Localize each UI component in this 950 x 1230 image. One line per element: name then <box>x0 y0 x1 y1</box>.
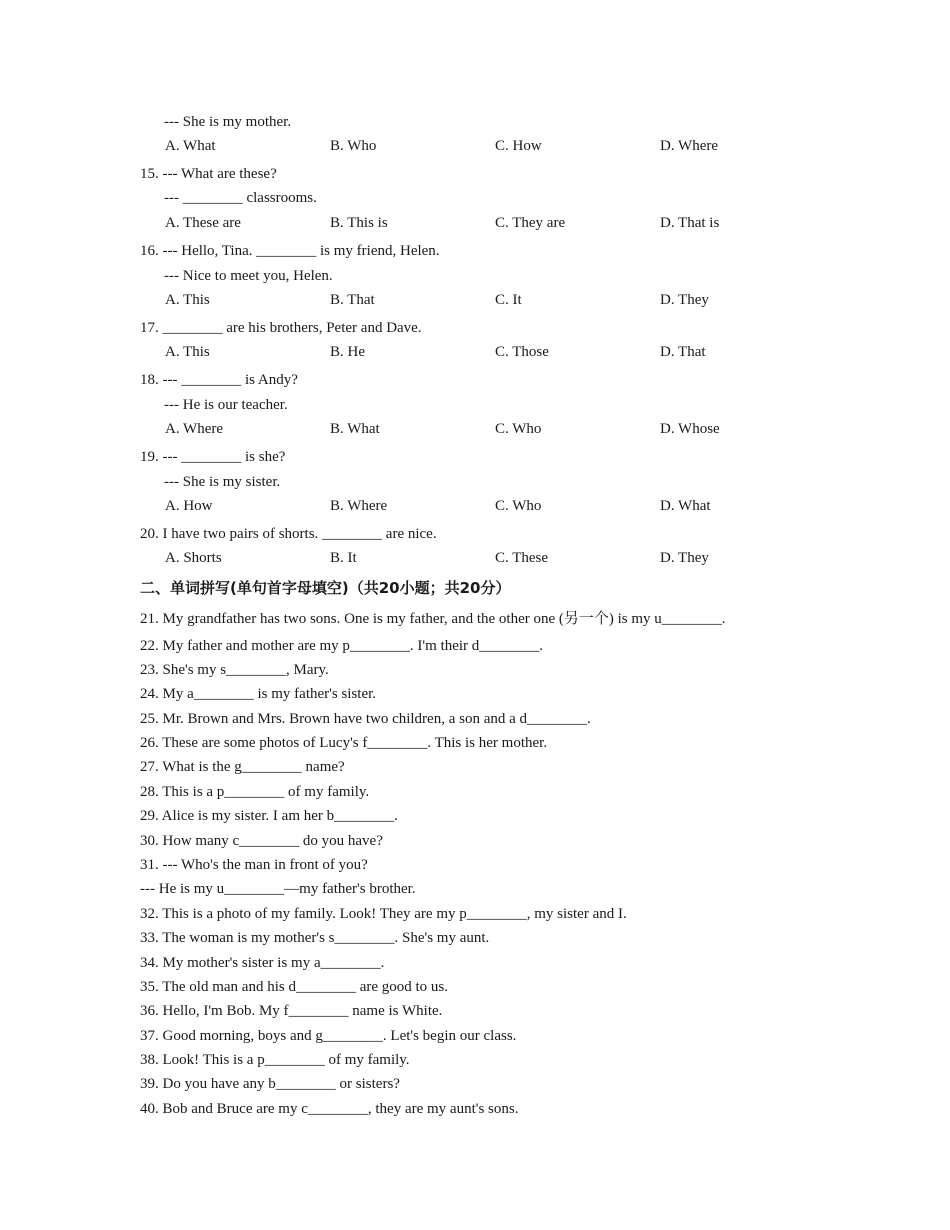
spelling-item-22: 22. My father and mother are my p________. I'm their d________. <box>140 638 544 654</box>
option-b: B. That <box>330 292 375 308</box>
question-15-answer: --- ________ classrooms. <box>164 190 317 206</box>
option-c: C. Those <box>495 344 549 360</box>
section-heading: 二、单词拼写(单句首字母填空)（共20小题；共20分） <box>140 579 511 597</box>
option-b: B. He <box>330 344 365 360</box>
option-c: C. These <box>495 550 549 566</box>
spelling-item-25: 25. Mr. Brown and Mrs. Brown have two children, a son and a d________. <box>140 711 591 727</box>
option-c: C. How <box>495 138 542 154</box>
spelling-item-28: 28. This is a p________ of my family. <box>140 784 370 800</box>
option-a: A. What <box>165 138 216 154</box>
spelling-item-33: 33. The woman is my mother's s________. She's my aunt. <box>140 930 490 946</box>
spelling-item-26: 26. These are some photos of Lucy's f________. This is her mother. <box>140 735 548 751</box>
question-19-answer: --- She is my sister. <box>164 474 281 490</box>
option-b: B. Where <box>330 498 388 514</box>
spelling-item-30: 30. How many c________ do you have? <box>140 833 383 849</box>
option-c: C. They are <box>495 215 566 231</box>
option-a: A. How <box>165 498 213 514</box>
spelling-item-34: 34. My mother's sister is my a________. <box>140 955 385 971</box>
option-a: A. These are <box>165 215 241 231</box>
option-d: D. That <box>660 344 706 360</box>
option-a: A. Shorts <box>165 550 222 566</box>
spelling-item-29: 29. Alice is my sister. I am her b________. <box>140 808 398 824</box>
question-answer-line: --- She is my mother. <box>164 114 292 130</box>
option-d: D. Where <box>660 138 719 154</box>
spelling-item-31-answer: --- He is my u________—my father's brother. <box>140 881 416 897</box>
spelling-item-31: 31. --- Who's the man in front of you? <box>140 857 368 873</box>
spelling-item-27: 27. What is the g________ name? <box>140 759 345 775</box>
spelling-item-39: 39. Do you have any b________ or sisters? <box>140 1076 400 1092</box>
spelling-item-38: 38. Look! This is a p________ of my family. <box>140 1052 410 1068</box>
option-c: C. It <box>495 292 522 308</box>
question-19-stem: 19. --- ________ is she? <box>140 449 286 465</box>
spelling-item-37: 37. Good morning, boys and g________. Let's begin our class. <box>140 1028 517 1044</box>
spelling-item-32: 32. This is a photo of my family. Look! They are my p________, my sister and I. <box>140 906 627 922</box>
option-c: C. Who <box>495 498 542 514</box>
option-a: A. This <box>165 344 210 360</box>
option-b: B. It <box>330 550 357 566</box>
spelling-item-36: 36. Hello, I'm Bob. My f________ name is White. <box>140 1003 443 1019</box>
question-17-stem: 17. ________ are his brothers, Peter and Dave. <box>140 320 422 336</box>
option-d: D. What <box>660 498 711 514</box>
option-c: C. Who <box>495 421 542 437</box>
option-a: A. Where <box>165 421 224 437</box>
spelling-item-40: 40. Bob and Bruce are my c________, they are my aunt's sons. <box>140 1101 519 1117</box>
option-b: B. What <box>330 421 380 437</box>
option-d: D. That is <box>660 215 720 231</box>
spelling-item-23: 23. She's my s________, Mary. <box>140 662 329 678</box>
question-18-answer: --- He is our teacher. <box>164 397 288 413</box>
question-16-answer: --- Nice to meet you, Helen. <box>164 268 333 284</box>
question-20-stem: 20. I have two pairs of shorts. ________ are nice. <box>140 526 437 542</box>
question-16-stem: 16. --- Hello, Tina. ________ is my friend, Helen. <box>140 243 440 259</box>
spelling-item-24: 24. My a________ is my father's sister. <box>140 686 377 702</box>
option-d: D. They <box>660 292 709 308</box>
question-15-stem: 15. --- What are these? <box>140 166 277 182</box>
option-d: D. Whose <box>660 421 720 437</box>
option-b: B. Who <box>330 138 377 154</box>
spelling-item-21: 21. My grandfather has two sons. One is my father, and the other one (另一个) is my u________. <box>140 611 726 627</box>
question-18-stem: 18. --- ________ is Andy? <box>140 372 298 388</box>
option-b: B. This is <box>330 215 388 231</box>
spelling-item-35: 35. The old man and his d________ are good to us. <box>140 979 449 995</box>
option-a: A. This <box>165 292 210 308</box>
option-d: D. They <box>660 550 709 566</box>
